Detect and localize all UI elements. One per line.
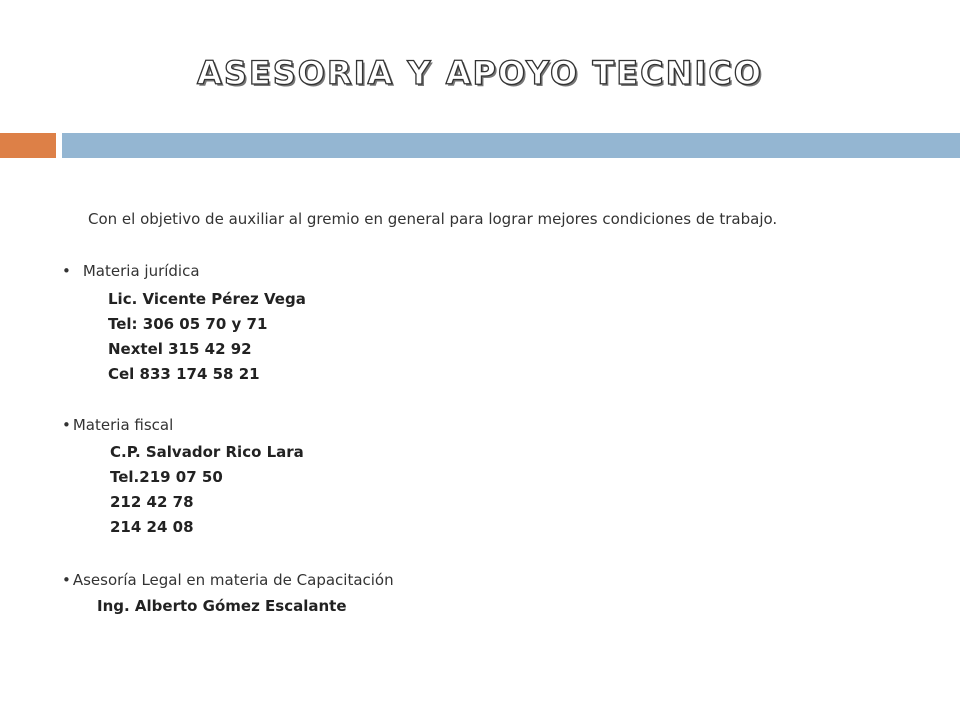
contact-line: Cel 833 174 58 21 <box>108 365 260 383</box>
header-bar <box>62 133 960 158</box>
intro-text: Con el objetivo de auxiliar al gremio en general para lograr mejores condiciones de trabajo. <box>88 210 778 228</box>
contact-line: C.P. Salvador Rico Lara <box>110 443 304 461</box>
accent-bar <box>0 133 56 158</box>
bullet-icon: • <box>62 262 71 280</box>
contact-line: Tel: 306 05 70 y 71 <box>108 315 268 333</box>
bullet-icon: • <box>62 416 71 434</box>
contact-line: Nextel 315 42 92 <box>108 340 252 358</box>
contact-line: Tel.219 07 50 <box>110 468 223 486</box>
section-heading-juridica: • Materia jurídica <box>62 262 200 280</box>
section-heading-fiscal: • Materia fiscal <box>62 416 174 434</box>
contact-line: 214 24 08 <box>110 518 194 536</box>
contact-line: Lic. Vicente Pérez Vega <box>108 290 306 308</box>
slide-title: ASESORIA Y APOYO TECNICO <box>197 54 763 92</box>
section-heading-capacitacion: • Asesoría Legal en materia de Capacitación <box>62 571 394 589</box>
bullet-icon: • <box>62 571 71 589</box>
contact-line: Ing. Alberto Gómez Escalante <box>97 597 347 615</box>
contact-line: 212 42 78 <box>110 493 194 511</box>
